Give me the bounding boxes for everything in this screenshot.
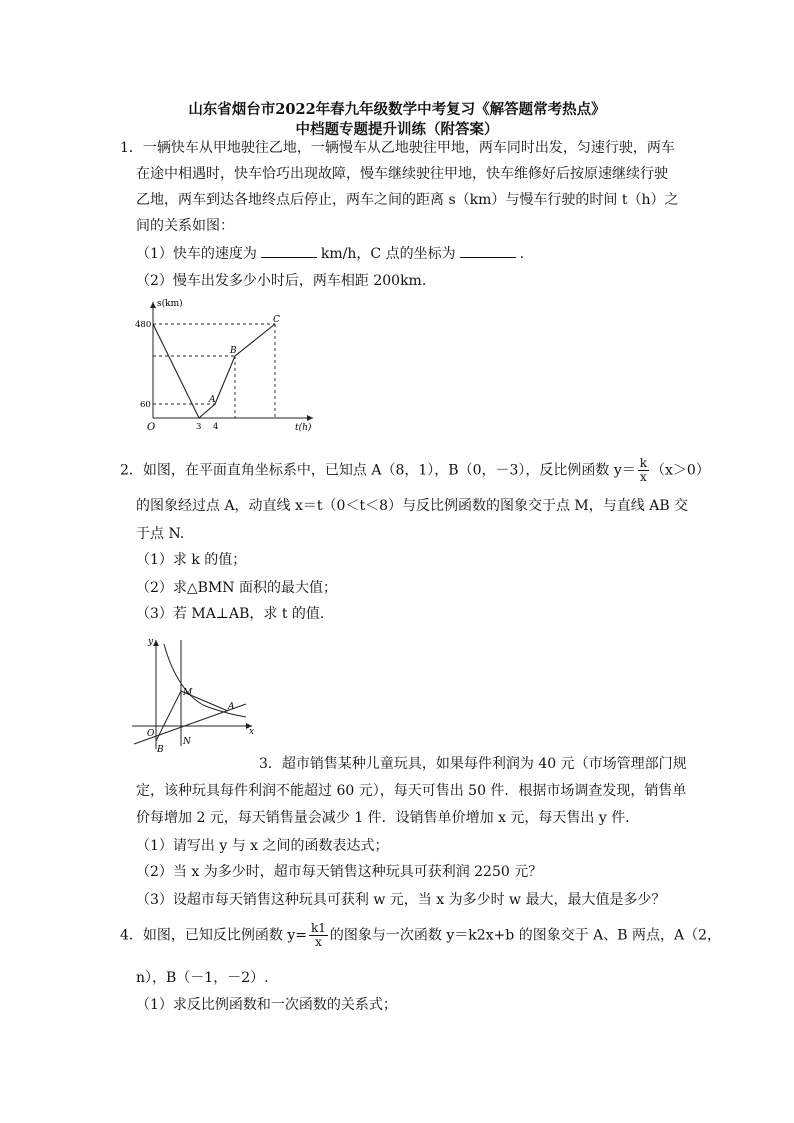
q1-part1-text-a: （1）快车的速度为: [136, 246, 257, 262]
q2-part-1: （1）求 k 的值；: [136, 552, 247, 568]
q4-frac-num: k1: [311, 921, 326, 935]
q2-y-label: y: [148, 637, 154, 647]
q2-line-3: 于点 N.: [136, 526, 185, 542]
q3-part-2: （2）当 x 为多少时，超市每天销售这种玩具可获利润 2250 元？: [136, 864, 543, 880]
q2-line1-text-b: （x＞0）: [651, 462, 710, 479]
q4-part-1: （1）求反比例函数和一次函数的关系式；: [136, 997, 397, 1013]
q4-line1-text-a: 4．如图，已知反比例函数 y=: [120, 927, 307, 944]
title-line-2: 中档题专题提升训练（附答案）: [295, 121, 499, 138]
q3-part-3: （3）设超市每天销售这种玩具可获利 w 元，当 x 为多少时 w 最大，最大值是多少？: [136, 892, 666, 908]
q4-line-1: [120, 921, 722, 949]
q3-line-2: 定，该种玩具每件利润不能超过 60 元），每天可售出 50 件．根据市场调查发现，销售单: [136, 783, 687, 799]
q1-part1-text-c: .: [519, 246, 525, 262]
q3-line-1: 3．超市销售某种儿童玩具，如果每件利润为 40 元（市场管理部门规: [259, 756, 687, 772]
q2-frac-num: k: [639, 456, 648, 470]
q1-tick-4: 4: [213, 422, 219, 432]
q1-line-4: 间的关系如图：: [136, 218, 234, 234]
q1-blank-speed: [261, 245, 317, 258]
q1-line-2: 在途中相遇时，快车恰巧出现故障，慢车继续驶往甲地，快车维修好后按原速继续行驶: [136, 166, 668, 182]
q2-point-a: A: [228, 702, 235, 712]
q1-point-a: A: [209, 395, 216, 405]
q1-tick-60: 60: [140, 400, 151, 410]
q2-part-3: （3）若 MA⊥AB，求 t 的值.: [136, 606, 325, 622]
q2-part-2: （2）求△BMN 面积的最大值；: [136, 580, 337, 596]
q1-line-1: 1．一辆快车从甲地驶往乙地，一辆慢车从乙地驶往甲地，两车同时出发，匀速行驶，两车: [120, 140, 675, 156]
q1-origin-label: O: [147, 422, 156, 433]
q1-y-label: s(km): [157, 299, 183, 309]
q1-tick-480: 480: [135, 320, 152, 330]
q2-point-m: M: [183, 688, 193, 698]
q2-line-2: 的图象经过点 A，动直线 x＝t（0＜t＜8）与反比例函数的图象交于点 M，与直线 AB 交: [136, 498, 689, 514]
q2-line-1: [120, 456, 710, 484]
q2-point-n: N: [183, 737, 191, 747]
q2-figure: [128, 634, 258, 754]
q1-x-label: t(h): [295, 423, 312, 433]
q1-blank-c-point: [460, 245, 516, 258]
q1-x-arrow-icon: [307, 415, 313, 421]
q3-line-3: 价每增加 2 元，每天销售量会减少 1 件．设销售单价增加 x 元，每天售出 y 件．: [136, 810, 640, 826]
q1-y-arrow-icon: [150, 302, 156, 308]
q1-line-3: 乙地，两车到达各地终点后停止，两车之间的距离 s（km）与慢车行驶的时间 t（h）之: [136, 192, 679, 208]
title-line-1: 山东省烟台市2022年春九年级数学中考复习《解答题常考热点》: [188, 101, 606, 118]
q3-part-1: （1）请写出 y 与 x 之间的函数表达式；: [136, 838, 389, 854]
q2-origin-label: O: [147, 729, 155, 739]
q2-point-b: B: [157, 745, 164, 754]
q1-part1-text-b: km/h，C 点的坐标为: [320, 246, 456, 262]
q1-point-b: B: [230, 346, 237, 356]
q1-point-c: C: [273, 315, 280, 325]
q4-line1-text-b: 的图象与一次函数 y＝k2x+b 的图象交于 A、B 两点，A（2，: [329, 927, 722, 944]
q2-y-arrow-icon: [153, 640, 159, 646]
q2-x-label: x: [249, 727, 255, 737]
q4-frac-den: x: [315, 935, 322, 949]
q1-part-1: [136, 243, 696, 263]
q4-fraction: [309, 922, 328, 949]
q1-part-2: （2）慢车出发多少小时后，两车相距 200km.: [136, 273, 427, 289]
q2-segment-bm: [156, 691, 181, 741]
q2-line1-text-a: 2．如图，在平面直角坐标系中，已知点 A（8，1），B（0，－3），反比例函数 y＝: [120, 462, 636, 479]
q4-line-2: n），B（－1，－2）.: [136, 970, 269, 986]
q1-figure: [135, 296, 320, 438]
q2-frac-den: x: [640, 470, 647, 484]
q1-tick-3: 3: [196, 422, 202, 432]
q2-fraction: [638, 457, 649, 484]
